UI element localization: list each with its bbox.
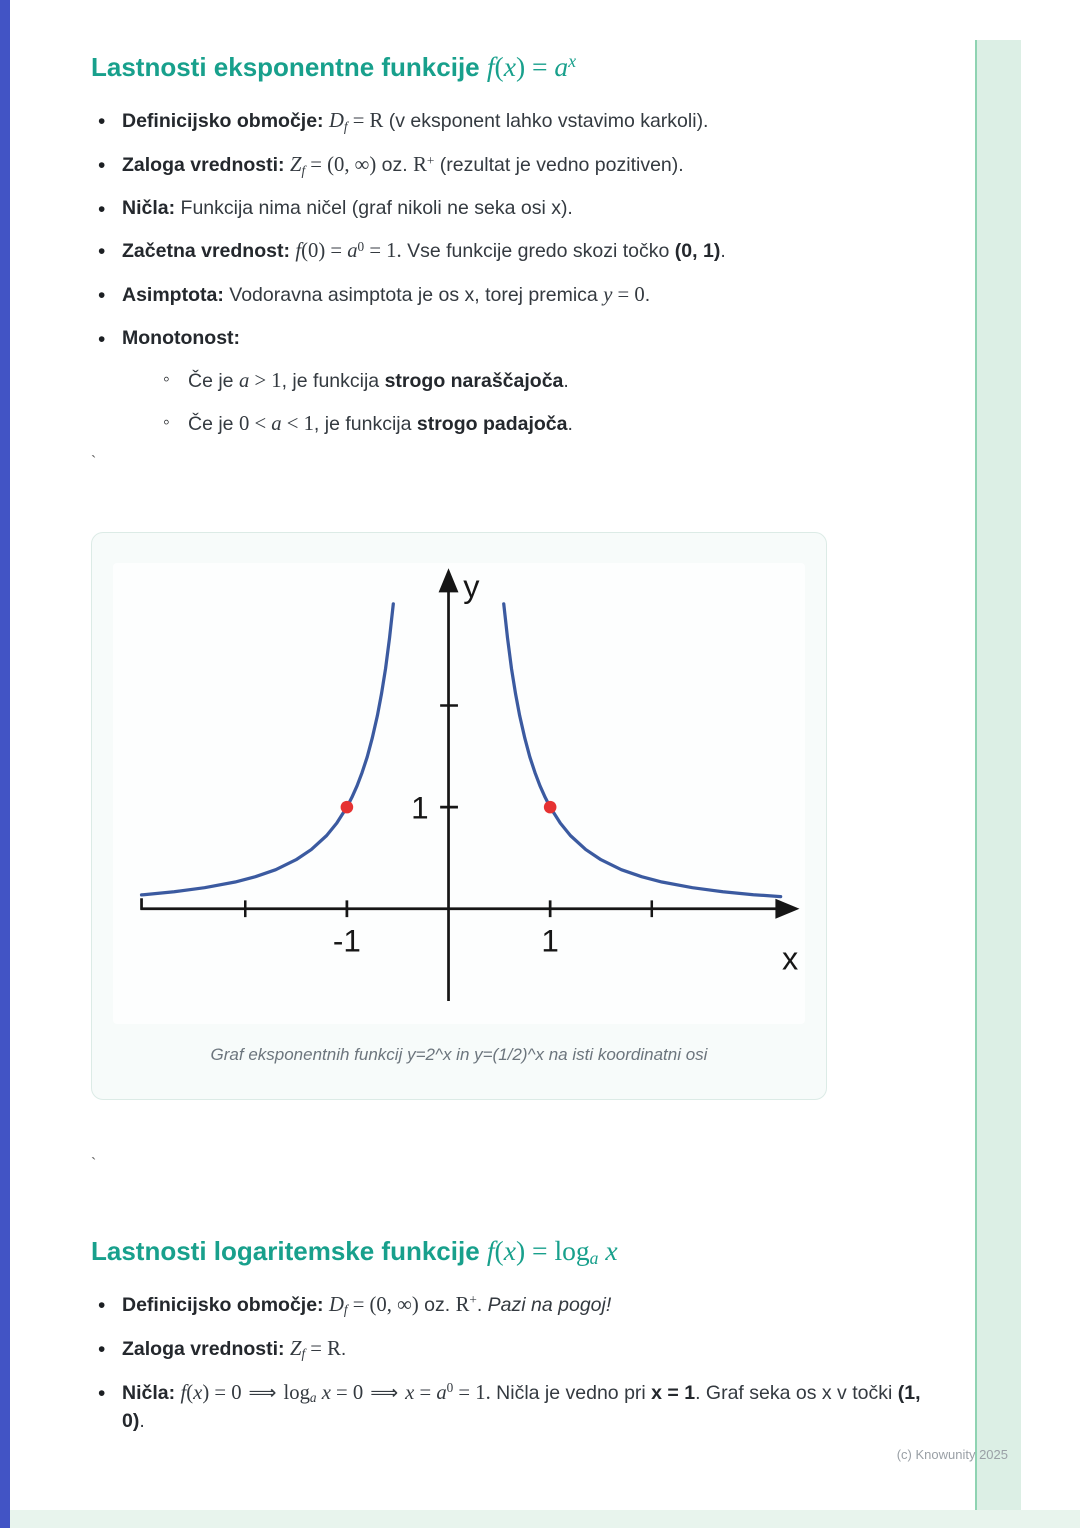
curve-decreasing — [504, 604, 781, 897]
y-axis-arrow — [439, 569, 459, 593]
x-axis — [140, 899, 799, 919]
section2-title: Lastnosti logaritemske funkcije f(x) = loga x — [91, 1234, 618, 1269]
x-tick-label-1: 1 — [541, 924, 559, 960]
copyright-footer: (c) Knowunity 2025 — [896, 1447, 1008, 1462]
stray-backtick-2: ` — [91, 1155, 97, 1173]
bullet-log-definicijsko-obmocje: • Definicijsko območje: Df = (0, ∞) oz. R+. Pazi na pogoj! — [91, 1291, 940, 1320]
x-tick-label-neg1: -1 — [332, 924, 361, 960]
bullet-monotonost — [91, 325, 940, 439]
x-axis-arrow — [775, 899, 799, 919]
bullet-log-nicla: • Ničla: f(x) = 0 ⟹ loga x = 0 ⟹ $x = a^0 = 1$. Ničla je vedno pri x = 1. Graf seka os x v točki (1, 0). — [91, 1379, 940, 1435]
bottom-accent-strip — [0, 1510, 1080, 1528]
section1-title: Lastnosti eksponentne funkcije $f(x) = a^x$ — [91, 51, 577, 82]
marked-point-left — [341, 801, 354, 814]
y-tick-label-1: 1 — [411, 791, 429, 827]
bullet-zaloga-vrednosti: • Zaloga vrednosti: Zf = (0, ∞) oz. R+ (rezultat je vedno pozitiven). — [91, 151, 940, 180]
stray-backtick-1: ` — [91, 454, 97, 472]
figure-card — [91, 532, 827, 1099]
bullet-nicla: • Ničla: Funkcija nima ničel (graf nikoli ne seka osi x). — [91, 195, 940, 222]
bullet-monotonost-label: Monotonost: — [122, 327, 241, 350]
x-axis-label: x — [781, 940, 799, 977]
subbullet-padajoca: ◦ Če je 0 < a < 1, je funkcija strogo padajoča. — [159, 410, 940, 439]
bullet-asimptota: • Asimptota: Vodoravna asimptota je os x, torej premica y = 0. — [91, 281, 940, 310]
subbullet-narascajoca: ◦ Če je a > 1, je funkcija strogo naraščajoča. — [159, 367, 940, 396]
monotonost-sublist — [159, 367, 940, 440]
exponential-properties-list — [91, 107, 940, 439]
bullet-zacetna-vrednost: • Začetna vrednost: $f(0) = a^0 = 1$. Vse funkcije gredo skozi točko (0, 1). — [91, 237, 940, 266]
bullet-log-zaloga-vrednosti: • Zaloga vrednosti: Zf = R. — [91, 1335, 940, 1364]
figure-caption: Graf eksponentnih funkcij y=2^x in y=(1/2)^x na isti koordinatni osi — [210, 1045, 708, 1065]
marked-point-right — [544, 801, 557, 814]
logarithm-properties-list — [91, 1291, 940, 1435]
bullet-definicijsko-obmocje: • Definicijsko območje: Df = R (v eksponent lahko vstavimo karkoli). — [91, 107, 940, 136]
curve-increasing — [142, 604, 394, 895]
left-accent-bar — [0, 0, 10, 1528]
y-axis-label: y — [463, 568, 480, 605]
y-axis — [439, 569, 459, 1002]
exponential-graph — [113, 563, 805, 1024]
